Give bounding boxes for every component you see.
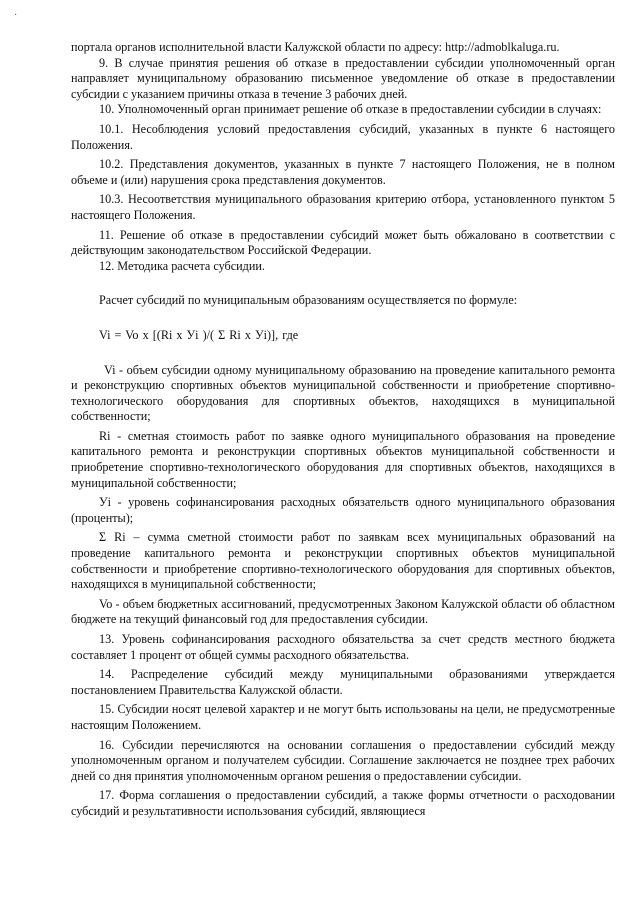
paragraph-16: 16. Субсидии перечисляются на основании соглашения о предоставлении субсидий между уполномоченным органом и получателем субсидии. Соглашение заключается не позднее трех рабочих дней со дня принятия уполномоченным органом решения о предоставлении субсидии.: [71, 737, 615, 783]
paragraph-12: 12. Методика расчета субсидии.: [99, 258, 265, 273]
definition-sum-ri: Σ Ri – сумма сметной стоимости работ по заявкам всех муниципальных образований на проведение капитального ремонта и реконструкции спортивных объектов муниципальной собственности и приобретение спортивно-технологического оборудования для спортивных объектов, находящихся в муниципальной собственности;: [71, 530, 615, 592]
definition-yi: Уi - уровень софинансирования расходных обязательств одного муниципального образования (проценты);: [71, 495, 615, 525]
scan-mark: ·: [14, 10, 18, 21]
paragraph-10-1: 10.1. Несоблюдения условий предоставления субсидий, указанных в пункте 6 настоящего Положения.: [71, 121, 615, 152]
paragraph-15: 15. Субсидии носят целевой характер и не могут быть использованы на цели, не предусмотренные настоящим Положением.: [71, 702, 615, 732]
paragraph-portal-address: портала органов исполнительной власти Калужской области по адресу: http://admoblkaluga.ru.: [71, 40, 560, 54]
paragraph-17: 17. Форма соглашения о предоставлении субсидий, а также формы отчетности о расходовании субсидий и результативности использования субсидий, являющиеся: [71, 788, 615, 818]
definition-ri: Ri - сметная стоимость работ по заявке одного муниципального образования на проведение капитального ремонта и реконструкции спортивных объектов муниципальной собственности и приобретение спортивно-технологического оборудования для спортивных объектов, находящихся в муниципальной собственности;: [71, 428, 615, 490]
paragraph-13: 13. Уровень софинансирования расходного обязательства за счет средств местного бюджета составляет 1 процент от общей суммы расходного обязательства.: [71, 632, 615, 662]
formula: Vi = Vo x [(Ri x Уi )/( Σ Ri x Уi)], где: [99, 327, 299, 342]
paragraph-10-3: 10.3. Несоответствия муниципального образования критерию отбора, установленного пунктом 5 настоящего Положения.: [71, 192, 615, 222]
paragraph-11: 11. Решение об отказе в предоставлении субсидий может быть обжаловано в соответствии с действующим законодательством Российской Федерации.: [71, 227, 615, 258]
paragraph-formula-intro: Расчет субсидий по муниципальным образованиям осуществляется по формуле:: [99, 293, 518, 308]
paragraph-10: 10. Уполномоченный орган принимает решение об отказе в предоставлении субсидии в случаях:: [99, 102, 602, 117]
definition-vo: Vo - объем бюджетных ассигнований, предусмотренных Законом Калужской области об областном бюджете на текущий финансовый год для предоставления субсидии.: [71, 596, 615, 627]
paragraph-14: 14. Распределение субсидий между муниципальными образованиями утверждается постановлением Правительства Калужской области.: [71, 667, 615, 697]
document-body: [71, 40, 615, 820]
paragraph-10-2: 10.2. Представления документов, указанных в пункте 7 настоящего Положения, не в полном объеме и (или) нарушения срока представления документов.: [71, 157, 615, 187]
definition-vi: Vi - объем субсидии одному муниципальному образованию на проведение капитального ремонта и реконструкцию спортивных объектов муниципальной собственности и приобретение спортивно-технологического оборудования для спортивных объектов, находящихся в муниципальной собственности;: [71, 362, 615, 424]
paragraph-9: 9. В случае принятия решения об отказе в предоставлении субсидии уполномоченный орган направляет муниципальному образованию письменное уведомление об отказе в предоставлении субсидии с указанием причины отказа в течение 3 рабочих дней.: [71, 55, 615, 101]
